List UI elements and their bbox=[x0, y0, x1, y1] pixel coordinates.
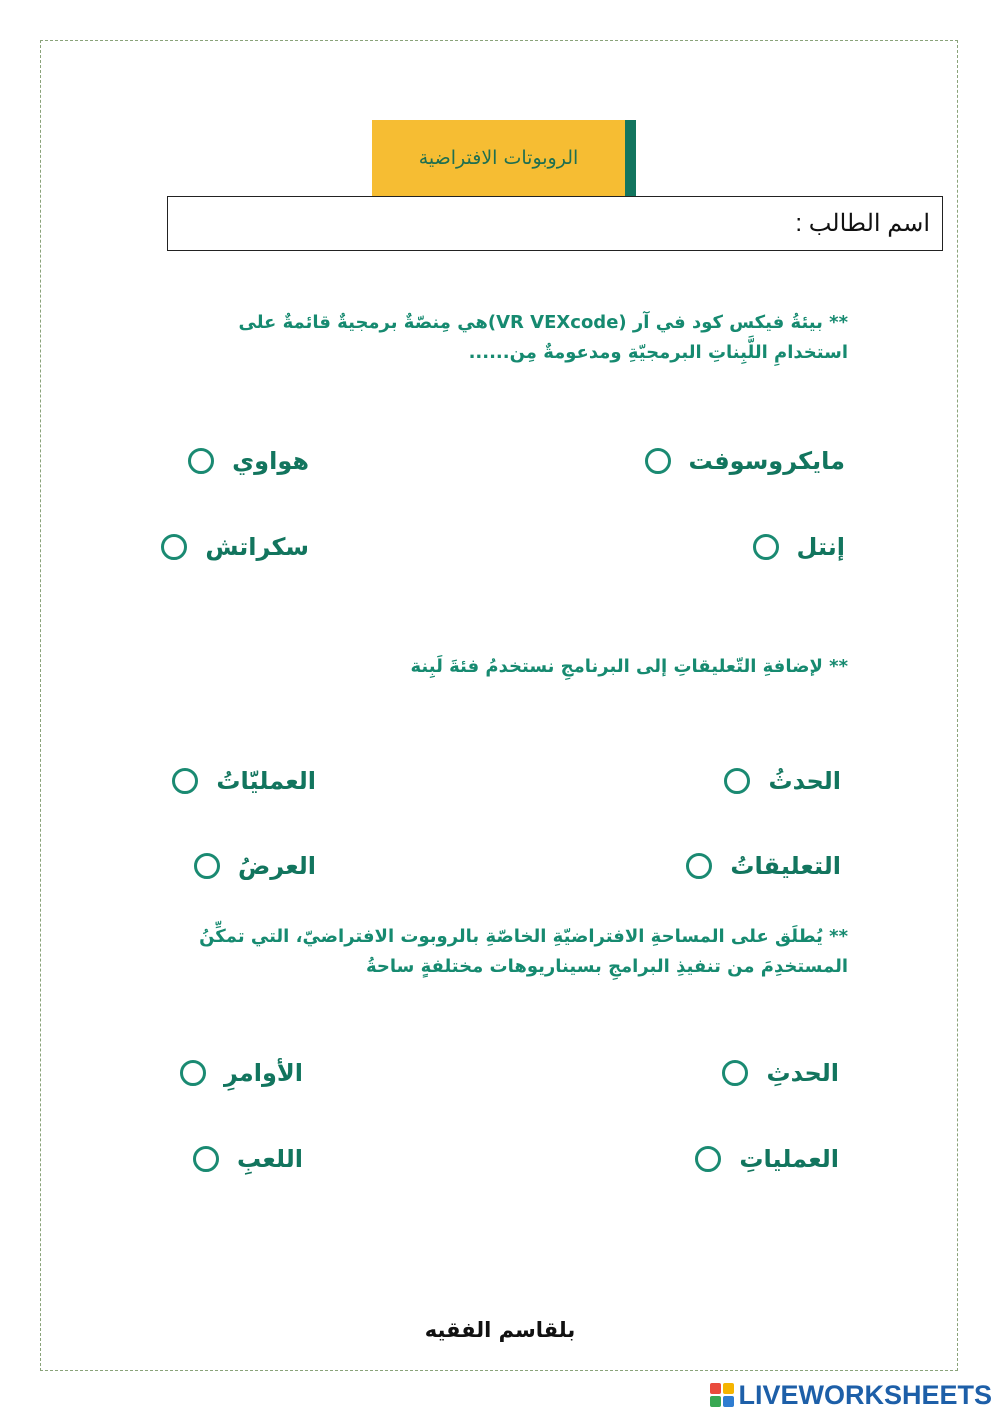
question-3-text: ** يُطلَق على المساحةِ الافتراضيّةِ الخاصّةِ بالروبوت الافتراضيّ، التي تمكِّنُ المستخدِمَ من تنفيذِ البرامجِ بسيناريوهات مختلفةٍ ساحةُ bbox=[199, 926, 848, 977]
q1-option-c[interactable] bbox=[753, 533, 845, 561]
brand-watermark bbox=[710, 1378, 992, 1412]
q2-option-d[interactable] bbox=[194, 852, 316, 880]
radio-icon[interactable] bbox=[724, 768, 750, 794]
radio-icon[interactable] bbox=[193, 1146, 219, 1172]
q2-option-c[interactable] bbox=[686, 852, 841, 880]
radio-icon[interactable] bbox=[695, 1146, 721, 1172]
option-label: الحدثُ bbox=[768, 767, 841, 795]
option-label: العمليّاتُ bbox=[216, 767, 316, 795]
radio-icon[interactable] bbox=[722, 1060, 748, 1086]
student-name-field[interactable] bbox=[167, 196, 943, 251]
q2-option-b[interactable] bbox=[172, 767, 316, 795]
radio-icon[interactable] bbox=[172, 768, 198, 794]
radio-icon[interactable] bbox=[188, 448, 214, 474]
radio-icon[interactable] bbox=[161, 534, 187, 560]
radio-icon[interactable] bbox=[686, 853, 712, 879]
radio-icon[interactable] bbox=[645, 448, 671, 474]
option-label: إنتل bbox=[796, 533, 845, 561]
option-label: سكراتش bbox=[205, 533, 309, 561]
option-label: الأوامرِ bbox=[223, 1059, 303, 1087]
brand-logo-icon bbox=[710, 1383, 734, 1407]
question-2-text: ** لإضافةِ التّعليقاتِ إلى البرنامجِ نستخدمُ فئةَ لَبِنة bbox=[410, 656, 848, 677]
option-label: الحدثِ bbox=[766, 1059, 839, 1087]
option-label: مايكروسوفت bbox=[688, 447, 845, 475]
q3-option-b[interactable] bbox=[180, 1059, 303, 1087]
q3-option-d[interactable] bbox=[193, 1145, 303, 1173]
option-label: العملياتِ bbox=[739, 1145, 839, 1173]
q1-option-d[interactable] bbox=[161, 533, 309, 561]
banner-title: الروبوتات الافتراضية bbox=[418, 147, 579, 169]
q1-option-b[interactable] bbox=[188, 447, 309, 475]
q3-option-a[interactable] bbox=[722, 1059, 839, 1087]
q1-option-a[interactable] bbox=[645, 447, 845, 475]
author-name: بلقاسم الفقيه bbox=[424, 1318, 576, 1342]
option-label: اللعبِ bbox=[237, 1145, 303, 1173]
title-banner bbox=[372, 120, 636, 196]
student-name-label: اسم الطالب : bbox=[795, 210, 930, 237]
brand-name: LIVEWORKSHEETS bbox=[738, 1379, 992, 1410]
q2-option-a[interactable] bbox=[724, 767, 841, 795]
option-label: العرضُ bbox=[238, 852, 316, 880]
radio-icon[interactable] bbox=[180, 1060, 206, 1086]
radio-icon[interactable] bbox=[194, 853, 220, 879]
option-label: هواوي bbox=[232, 447, 309, 475]
option-label: التعليقاتُ bbox=[730, 852, 841, 880]
question-1-text: ** بيئةُ فيكس كود في آر (VR VEXcode)هي مِنصّةٌ برمجيةٌ قائمةٌ على استخدامِ اللَّبِناتِ البرمجيّةِ ومدعومةٌ مِن...... bbox=[238, 312, 848, 363]
q3-option-c[interactable] bbox=[695, 1145, 839, 1173]
radio-icon[interactable] bbox=[753, 534, 779, 560]
